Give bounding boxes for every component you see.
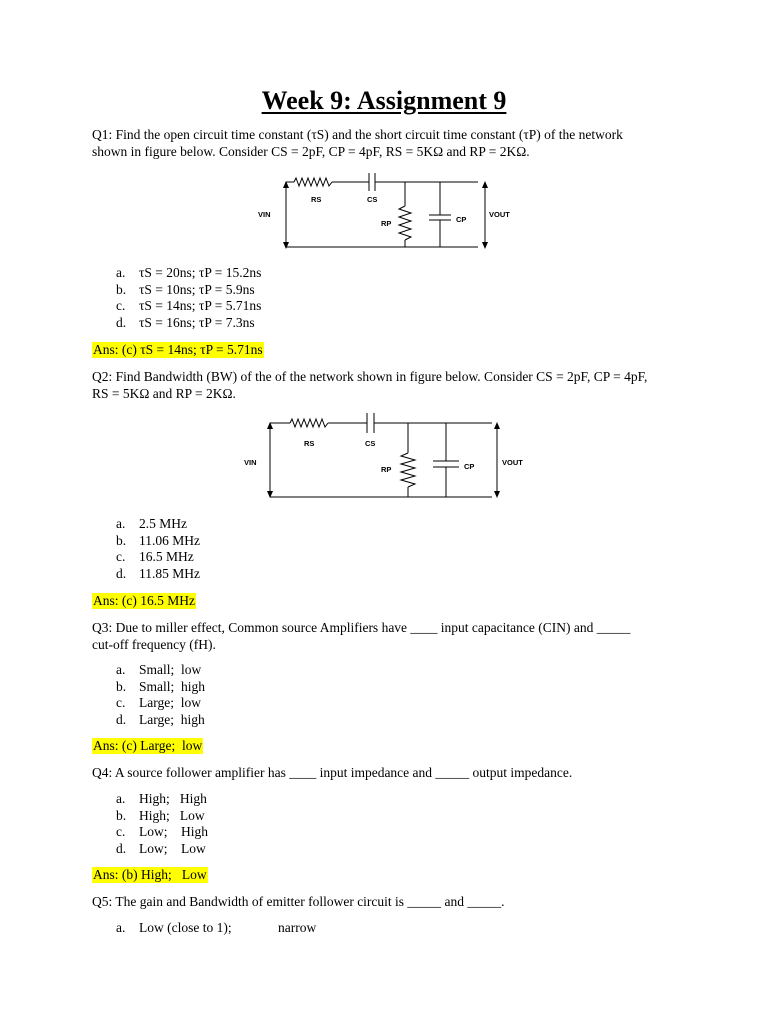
- q2-options: [116, 516, 200, 582]
- q4-option-d: d. Low; Low: [116, 840, 206, 856]
- q4-text: [92, 765, 692, 782]
- q5-line1: Q5: The gain and Bandwidth of emitter follower circuit is _____ and _____.: [92, 894, 505, 909]
- q3-line1: Q3: Due to miller effect, Common source Amplifiers have ____ input capacitance (CIN) and _____: [92, 620, 631, 635]
- q1-text: [92, 127, 692, 160]
- q4-line1: Q4: A source follower amplifier has ____ input impedance and _____ output impedance.: [92, 765, 573, 780]
- q4-options: [116, 791, 208, 857]
- q2-label-rs: RS: [304, 439, 315, 448]
- q5-text: [92, 894, 692, 911]
- q1-answer: Ans: (c) τS = 14ns; τP = 5.71ns: [93, 342, 263, 357]
- q2-answer: Ans: (c) 16.5 MHz: [93, 593, 195, 608]
- q3-option-b: b. Small; high: [116, 678, 206, 694]
- q2-option-d: d. 11.85 MHz: [116, 565, 200, 581]
- q2-circuit-diagram: [0, 410, 768, 505]
- q1-label-rp: RP: [381, 219, 392, 228]
- q1-label-cs: CS: [367, 195, 378, 204]
- q3-options: [116, 662, 205, 728]
- q1-resistor-rp: [399, 206, 411, 240]
- q1-option-d: d. τS = 16ns; τP = 7.3ns: [116, 314, 255, 330]
- q3-option-c: c. Large; low: [116, 695, 201, 710]
- q3-option-a: a. Small; low: [116, 662, 202, 677]
- q3-text: [92, 620, 692, 653]
- q2-option-b: b. 11.06 MHz: [116, 532, 200, 548]
- q4-answer: Ans: (b) High; Low: [93, 867, 207, 882]
- q1-line2: shown in figure below. Consider CS = 2pF, CP = 4pF, RS = 5KΩ and RP = 2KΩ.: [92, 143, 530, 159]
- q1-option-c: c. τS = 14ns; τP = 5.71ns: [116, 298, 262, 313]
- q1-resistor-rs: [294, 178, 332, 186]
- q3-answer: Ans: (c) Large; low: [93, 738, 203, 753]
- q2-line2: RS = 5KΩ and RP = 2KΩ.: [92, 385, 236, 401]
- q2-resistor-rs: [290, 419, 328, 427]
- page-title: Week 9: Assignment 9: [261, 86, 507, 115]
- q2-line1: Q2: Find Bandwidth (BW) of the of the network shown in figure below. Consider CS = 2pF, CP = 4pF,: [92, 369, 648, 384]
- q1-option-b: b. τS = 10ns; τP = 5.9ns: [116, 281, 255, 297]
- q1-label-cp: CP: [456, 215, 467, 224]
- q2-label-cp: CP: [464, 462, 475, 471]
- q1-line1: Q1: Find the open circuit time constant (τS) and the short circuit time constant (τP) of the network: [92, 127, 623, 142]
- q2-label-cs: CS: [365, 439, 376, 448]
- q2-label-vin: VIN: [244, 458, 257, 467]
- q2-text: [92, 369, 692, 402]
- q2-resistor-rp: [401, 453, 415, 487]
- q4-option-a: a. High; High: [116, 791, 207, 806]
- q1-options: [116, 265, 261, 331]
- q2-option-c: c. 16.5 MHz: [116, 549, 194, 564]
- q1-circuit-diagram: [0, 170, 768, 260]
- q2-label-vout: VOUT: [502, 458, 523, 467]
- q1-option-a: a. τS = 20ns; τP = 15.2ns: [116, 265, 262, 280]
- q5-options: [116, 920, 416, 937]
- q4-option-b: b. High; Low: [116, 807, 205, 823]
- q5-option-a: a. Low (close to 1); narrow: [116, 920, 317, 935]
- q1-label-vin: VIN: [258, 210, 271, 219]
- q1-label-vout: VOUT: [489, 210, 510, 219]
- q4-option-c: c. Low; High: [116, 824, 208, 839]
- q1-label-rs: RS: [311, 195, 322, 204]
- q2-option-a: a. 2.5 MHz: [116, 516, 187, 531]
- q3-option-d: d. Large; high: [116, 711, 205, 727]
- q2-label-rp: RP: [381, 465, 392, 474]
- q3-line2: cut-off frequency (fH).: [92, 636, 216, 652]
